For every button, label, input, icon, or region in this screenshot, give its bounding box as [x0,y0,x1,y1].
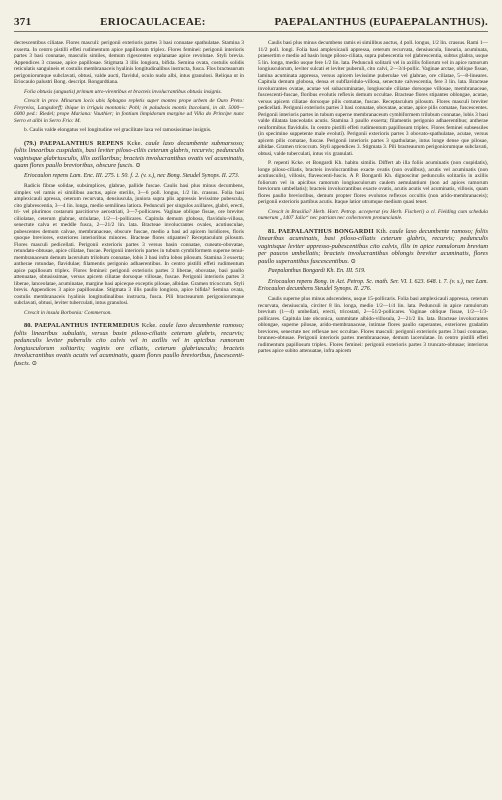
species-80-distribution: Crescit in Brasilia? Herb. Hort. Petrop. acceperat (ex Herb. Fischeri) a cl. Fielding cum schedula numerum „1407 Jalio“ nec patriam nec collectorem pronuncianle. [258,208,488,221]
species-80 [14,322,244,368]
family-name: ERIOCAULACEAE: [100,16,206,28]
species-81-description: Caulis superne plus minus adscendens, usque 15-pollicaris. Folia basi amplexicauli appressa, ceterum recurvata, densiuscula, circiter 8 lin. longa, medio 1/2—1/4 lin. lata. Pedunculi in apice ramulorum brevium (1—4) umbellati, erecti, tricostati, 2—51/2-pollicares. Vaginae oblique fissae, 1/2—1/3-pollicares. Capitula late obconica, summitate albido-villosula, 2—21/2 lin. lata. Bracteae involucrantes oblongae, superne pilosae, arido-membranaceae, intimae flores paullo superantes, exteriores gradatim breviores, senectute nec reflexae nec occultae. Flores masculi: perigonii exterioris partes 3 basi connatae, brunneo-obtusae. Perigonii interioris partes membranaceae, demum lacerulatae. In centro pistilli effeti rudimentum papillosum triplex. Flores feminei: perigonii exterioris partes 3 truncato-obtusae; interiorus partes apice subito attenuatae, infra apicem [258,296,488,355]
species-79-heading: (79.) PAEPALANTHUS REPENS Kcke. caule laxo decumbente submarsoso; foliis linearibus cuspidatis, basi leviter piloso-ciliis ceterum glabris, recurvis; pedunculis vaginisque glabriusculis, illis axillaribus; bracteis involucrantibus ovatis vel acuminatis, quam flores paullo brevioribus, obscure fuscis. ⊙ [14,139,244,170]
page-number: 371 [14,16,32,28]
genus-title: PAEPALANTHUS (EUPAEPALANTHUS). [274,16,488,28]
species-81-citation-2: Eriocaulon repens Bong. in Act. Petrop. Sc. math. Ser. VI. I. 623. 648. t. 7. (v. s.), nec Lam. Eriocaulon decumbens Steudel Synops. II. 276. [258,278,488,292]
species-79-description: Radicis fibrae solidae, subsimplices, glabrae, pallide fuscae. Caulis basi plus minus decumbens, simplex vel ramis ei similibus auctus, apice sterilis, 3—6 poll. longus, 1/2 lin. crassus. Folia basi amplexicauli apressa, ceterum recurvata, densiuscula, juniora supra plis appressis levissime pubescula, cito glabrescentia, 3—4 lin. longa, medio semilinea latiora. Pedunculi per singulos axillares, glabri, erecti, tri- vel plurimos costarum parcitiorve aerostriati, 3—7-pollicares. Vaginae oblique fissae, ore breviter ciliolatae, ceterum glabrae, striulatae, 1/2—1-pollicares. Capitula demum globosa, flavidulo-villosa, senectute calva et meddle fusca, 2—21/2 lin. lata. Bracteae involucrantes ovales, acutiusculae, pubescentes demum calvae, membranaceae, obscure fuscae, medio a basi ad apicem luridiores, floris quoque breviores, exteriores interioribus minores. Bracteae flores stipantes? Receptaculum pilosum. Flores masculi pedicellati. Perigonii exterioris partes 3 versus basin connatae, cuneato-obovatae, retundato-obtusae, apice ciliatae, fuscae. Perigonii interioris partes in tubum cymbiformem superne tenui-membranaceum demum lacerulum trilobum connatae, lobis 3 basi infra lobos pilosum. Stamina 3 exserta; antherae rotundae, flavidulae; filamentis perigonio adhaerentibus. In centro pistilli effeti rudimentum apice papillosum triplex. Flores feminei: perigonii exterioris partes 3 liberae, obovatae, basi paullo attenuatae, obtusissimae, versus apicem ciliatae dorsoque villosae, fuscae. Perigonii interioris partes 3 liberae, lanceolatae, acuminatae, margine basi apiceque exceptis pilosae, albidae. Gramen tricoccum. Styli brevis. Appendices 3 apice papillosulae. Stigmata 3 illis paullo longiora, apice bifida? Semina ovata, costulis membranaceis hyalinis longitudinalibus instructa, fusca. Pili bracteaurum perigoniorumque subclavati, obtusi, leviter tuberculati, intus granulosi. [14,183,244,307]
distribution-paragraph: Crescit in prov. Minarum locis ubis Sphagno repletis super montes prope urbem de Ouro Preto: Freyreiss, Langsdorff; ibique in irriguis montanis: Pohl; in paludosis montis Itacolumi, in alt. 5000—6000 ped.: Riedel; prope Mariana: Vauthier; in fontium limpidorum margine ad Villa do Principe nunc Serro et alibi in Serro Frio: M. [14,98,244,124]
subgroup-note: b. Caulis valde elongatus vel longitudine vel gracilitate laxa vel ramosissimae insignis. [24,127,212,133]
species-79-citation: Eriocaulon repens Lam. Enc. III. 275. t. 50. f. 2. (v. s.), nec Bong. Steudel Synops. II. 273. [24,172,240,179]
continued-description: decrescentibus ciliatae. Flores masculi: perigonii exterioris partes 3 basi connatae spathulatae. Stamina 3 exserta. In centro pistilli effeti rudimentum apice papillosum triplex. Flores feminei: perigonii interioris partes 3 basi connatae, masculis similes, demum rigescentes explanatae apice revolutae. Styli brevia. Appendices 3 crassae, apice papillosae. Stigmata 3 illis longiora, bifida. Semina ovata, costulis solidis reticulatis sanguineis et costulis membranaceis hyalinis longitudinalibus instructa, fusca. Flos bracteaurum perigoniorumque subclavati, obtusi, valde aucti, flavidul, oculo nudo albi, intus granulosi. Reliqua ut in Eriocaulo palustri Bong. descript. Rongardtiana. [14,40,244,85]
species-79-distribution: Crescit in insula Borbonia: Commerson. [24,309,112,316]
species-81 [258,228,488,355]
species-81-citation-1: Paepalanthus Bongardi Kh. En. III. 519. [268,268,366,275]
species-79 [14,140,244,317]
species-80-description: Caulis basi plus minus decumbens ramis ei similibus auctus, 4 poll. longus, 1/2 lin. crassus. Rami 1—11/2 poll. longi. Folia basi amplexicauli appressa, ceterum recurvata, densiuscula, linearia, acuminata, praesertim e medio ad basin longe piloso-ciliata, supra pubescentia vel glabrescentia, subtus glabra, usque 5 lin. longa, medio usque fere 1/2 lin. lata. Pedunculi solitarii vel in axillis foliorum vel in apice ramorum longiusculorum, leviter sulcati et leviter puberuli, cito calvi, 2—3/4-pollic. Vaginae arctae, oblique fissae, lamina acuminata appressa, versus apicem levissime puberulae vel glabrae, ore ciliatae, 5—8-lineares. Capitula demum globosa, densa et subflavidulo-villosa, senectute calvescentia, fere 3 lin. lata. Bracteae involucrantes ovatae, acutae vel subacuminatae, longiuscule ciliatae dorsoque villosae, membranaceae, fuscescenti-fuscae, floribus evolutis reflexis demum occultae. Bracteae flores stipantes oblongae, acutae, versus apicem ciliatae dorsoque pilis comatae, fuscae. Receptaculum pilosum. Flores masculi breviter pedicellati. Perigonii exterioris partes 3 basi connatae, obovatae, acutae, apice pilis comatae, fuscescentes. Perigonii interioris partes in tubum superne membranaceum cymbiformem trilobum connatae, lobis 3 basi valde dilatata lanceolatis acutis. Stamina 3 paullo exserta; filamentis perigonio adhaerentibus; antherae reniformibus flavidulis. In centro pistilli effeti rudimentum papillosum triplex. Flores feminei subsessiles (in specimine suppetente male evoluti). Perigonii exterioris partes 3 obovato-spathulatae, acutae, versus apicem pilis comatae, fuscae. Perigonii interioris partes 3 spathulatae, intus longe dense que pilosae, albidae. Gramen tricoccum. Styli appendices 3. Stigmata 3. Pili bracteaurum perigoniorumque subclavati, obtusi, valde tuberculati, intus vix granulati. [258,40,488,157]
species-80-heading: 80. PAEPALANTHUS INTERMEDIUS Kcke. caule laxo decumbente ramoso; foliis linearibus subulatis, versus basin piloso-ciliatis ceterum glabris, recurvis; pedunculis leviter puberulis cito calvis vel in axillis vel in apicibus ramorum longiusculorum solitariis; vaginis ore ciliatis, ceterum glabriusculis; bracteis involucrantibus ovatis acutis vel acuminatis, quam flores paullo brevioribus, fuscescenti-fuscis. ⊙ [14,322,244,368]
species-81-name: PAEPALANTHUS BONGARDII [278,227,374,235]
species-80-comparison: P. repenti Kcke. et Bongardi Kh. habitu similis. Differt ab illa foliis acuminatis (non cuspidatis), longe piloso-ciliatis, bracteis involucrantibus exacte ovatis (non ovalibus), acutis vel acuminatis (non acutiusculis), villosis, flavescenti-fuscis. A P. Bongardi Kh. dignoscitur pedunculis solitariis in axillis foliorum vel in apicibus ramorum longiusculorum caulem aemulantium (non ad apices ramorum breviorum umbellatis); bracteis involucrantibus exacte ovatis, acutis acutis vel acuminatis, villosis, quam flores paullo brevioribus, demum propter flores evolutos reflexos occultis (non arido-membranaceis); perigonii exterioris partibus acutis. Itaque latior utrumque medium quasi tenet. [258,160,488,205]
left-column [14,40,244,796]
note-paragraph: Folia obtusis (angustis) primum utro-virentibus et bracteis involucrantibus obtusis insignis. [24,88,222,95]
species-80-name: PAEPALANTHUS INTERMEDIUS [34,322,140,330]
species-79-name: PAEPALANTHUS REPENS [39,139,124,147]
right-column [258,40,488,796]
species-81-heading: 81. PAEPALANTHUS BONGARDII Kth. caule laxo decumbente ramoso; foliis linearibus acuminatis, basi piloso-ciliatis ceterum glabris, recurvis; pedunculis vaginisque leviter appresso-pubescentibus cito calvis, illis in apice ramulorum brevium per paucos umbellatis; bracteis involucrantibus oblongis breviter acuminatis, flores paullo superantibus fuscescentibus. ⊙ [258,227,488,265]
running-header [14,16,488,32]
